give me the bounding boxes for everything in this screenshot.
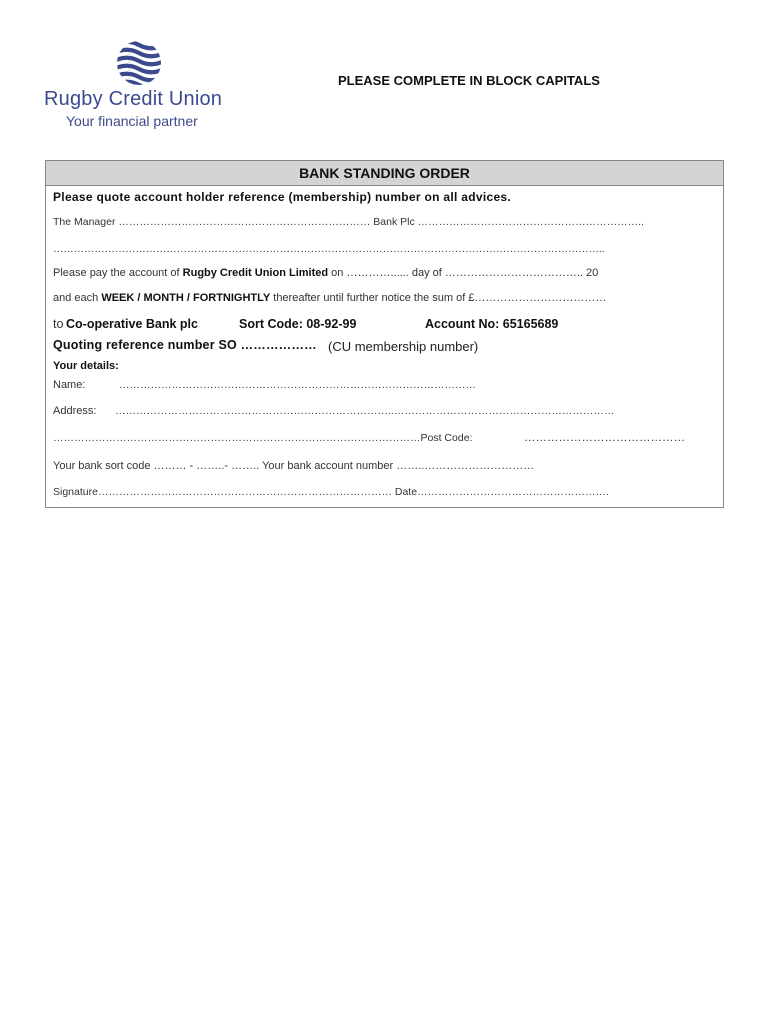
bank-sortcode-account-line[interactable]: Your bank sort code ……… - ……..- …….. Your bank account number ……..………………………… bbox=[53, 460, 535, 472]
address-field-2[interactable]: ……………………………………………………………………………………………Post Code: bbox=[53, 432, 473, 444]
waves-logo-icon bbox=[114, 40, 164, 86]
logo-name: Rugby Credit Union bbox=[44, 88, 223, 110]
each-prefix: and each bbox=[53, 292, 102, 304]
membership-note: (CU membership number) bbox=[328, 339, 479, 354]
postcode-field[interactable]: …………………………………… bbox=[524, 432, 685, 444]
address-label: Address: bbox=[53, 405, 97, 417]
each-suffix[interactable]: thereafter until further notice the sum of £……………………………… bbox=[270, 292, 607, 304]
bank-address-line[interactable]: …………………………………………………………………………………………………………………………………………….. bbox=[53, 243, 605, 255]
address-field[interactable]: ……………………………………………………………………..……………………………………………………… bbox=[115, 405, 615, 417]
logo-tagline: Your financial partner bbox=[66, 113, 198, 129]
pay-account-line bbox=[53, 267, 598, 279]
logo bbox=[44, 40, 244, 132]
name-label: Name: bbox=[53, 379, 86, 391]
account-number: Account No: 65165689 bbox=[425, 317, 559, 331]
to-prefix: to bbox=[53, 317, 64, 331]
your-details-heading: Your details: bbox=[53, 360, 119, 372]
standing-order-form bbox=[45, 160, 724, 508]
pay-suffix[interactable]: on …………...... day of ……………………………….. 20 bbox=[328, 267, 599, 279]
quote-notice: Please quote account holder reference (membership) number on all advices. bbox=[53, 190, 512, 204]
name-field[interactable]: ………………………………………………………………………………………… bbox=[119, 379, 476, 391]
manager-line[interactable]: The Manager ……………………………………………………………… Bank Plc ……………………………………………………….. bbox=[53, 216, 644, 228]
pay-org: Rugby Credit Union Limited bbox=[182, 267, 329, 279]
quoting-reference[interactable]: Quoting reference number SO ……………… bbox=[53, 338, 317, 352]
instruction-heading: PLEASE COMPLETE IN BLOCK CAPITALS bbox=[338, 73, 600, 88]
form-title: BANK STANDING ORDER bbox=[46, 161, 723, 186]
sort-code: Sort Code: 08-92-99 bbox=[239, 317, 357, 331]
frequency-options[interactable]: WEEK / MONTH / FORTNIGHTLY bbox=[101, 292, 271, 304]
pay-prefix: Please pay the account of bbox=[53, 267, 183, 279]
signature-date-line[interactable]: Signature………………………………………………………………………… Date………………………………………………. bbox=[53, 486, 609, 498]
frequency-line bbox=[53, 292, 606, 304]
bank-name: Co-operative Bank plc bbox=[66, 317, 198, 331]
